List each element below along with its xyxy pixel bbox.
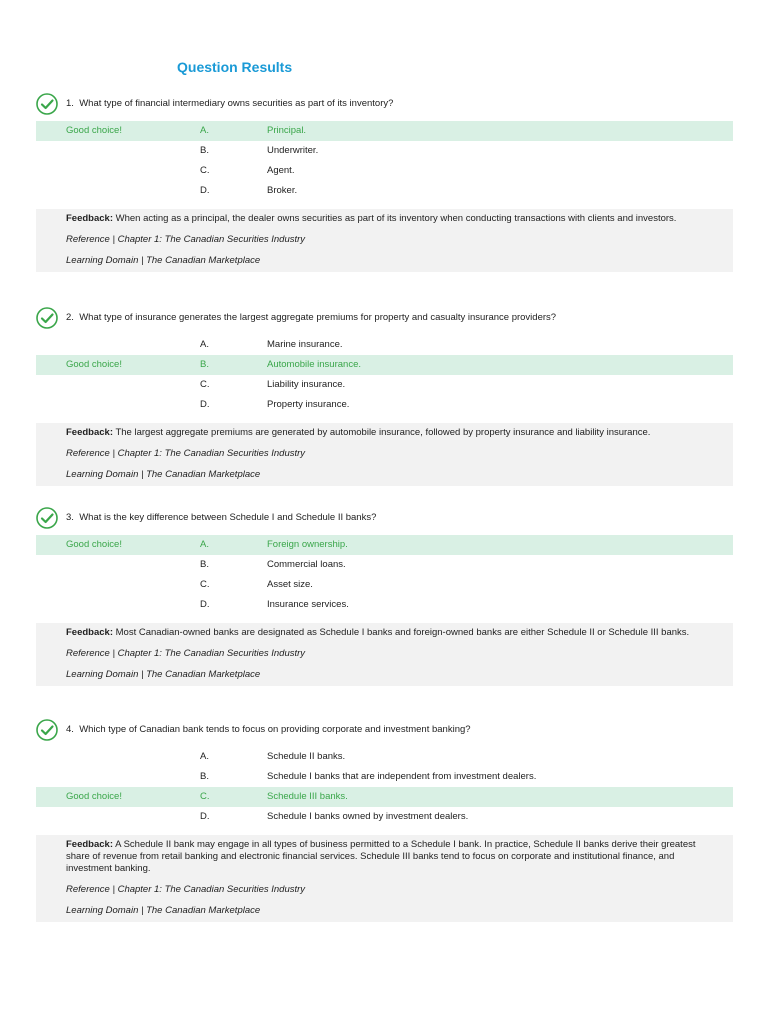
answer-option-c[interactable]: [36, 787, 733, 807]
question-header: [36, 305, 733, 333]
answer-option-a[interactable]: [36, 535, 733, 555]
answer-letter: A.: [200, 539, 209, 550]
answer-option-a[interactable]: [36, 335, 733, 355]
answer-letter: A.: [200, 339, 209, 350]
answer-text: Property insurance.: [267, 399, 350, 410]
answer-option-b[interactable]: [36, 555, 733, 575]
answer-text: Commercial loans.: [267, 559, 346, 570]
answer-option-a[interactable]: [36, 121, 733, 141]
answer-letter: D.: [200, 599, 210, 610]
answer-option-c[interactable]: [36, 575, 733, 595]
question-2: [36, 305, 733, 486]
answer-option-a[interactable]: [36, 747, 733, 767]
learning-domain-text: Learning Domain | The Canadian Marketplace: [66, 469, 261, 480]
good-choice-label: Good choice!: [66, 359, 122, 370]
learning-domain-text: Learning Domain | The Canadian Marketplace: [66, 669, 261, 680]
answer-text: Liability insurance.: [267, 379, 346, 390]
answer-letter: C.: [200, 165, 210, 176]
answer-text: Schedule III banks.: [267, 791, 348, 802]
answer-text: Schedule I banks that are independent from investment dealers.: [267, 771, 537, 782]
answer-letter: C.: [200, 579, 210, 590]
good-choice-label: Good choice!: [66, 791, 122, 802]
question-text: 4. Which type of Canadian bank tends to focus on providing corporate and investment banking?: [66, 724, 471, 735]
feedback-box: [36, 423, 733, 486]
answer-text: Automobile insurance.: [267, 359, 361, 370]
answer-list: [36, 335, 733, 415]
answer-option-b[interactable]: [36, 355, 733, 375]
answer-letter: B.: [200, 145, 209, 156]
question-header: [36, 717, 733, 745]
answer-text: Principal.: [267, 125, 307, 136]
answer-option-d[interactable]: [36, 595, 733, 615]
check-circle-icon: [36, 93, 58, 115]
feedback-text: Feedback: A Schedule II bank may engage in all types of business permitted to a Schedule I bank. In practice, Schedule II banks derive their greatest share of revenue from retail banking and electronic financial services. Schedule III banks tend to focus on corporate and institutional finance, and investment banking.: [66, 839, 696, 874]
answer-letter: D.: [200, 399, 210, 410]
answer-letter: B.: [200, 771, 209, 782]
question-text: 1. What type of financial intermediary owns securities as part of its inventory?: [66, 98, 394, 109]
good-choice-label: Good choice!: [66, 539, 122, 550]
answer-option-b[interactable]: [36, 767, 733, 787]
question-header: [36, 91, 733, 119]
learning-domain-text: Learning Domain | The Canadian Marketplace: [66, 255, 261, 266]
answer-letter: B.: [200, 559, 209, 570]
check-circle-icon: [36, 307, 58, 329]
reference-text: Reference | Chapter 1: The Canadian Securities Industry: [66, 884, 306, 895]
answer-letter: C.: [200, 791, 210, 802]
answer-letter: B.: [200, 359, 209, 370]
question-text: 3. What is the key difference between Schedule I and Schedule II banks?: [66, 512, 377, 523]
good-choice-label: Good choice!: [66, 125, 122, 136]
check-circle-icon: [36, 507, 58, 529]
answer-list: [36, 747, 733, 827]
check-circle-icon: [36, 719, 58, 741]
answer-letter: C.: [200, 379, 210, 390]
feedback-text: Feedback: Most Canadian-owned banks are designated as Schedule I banks and foreign-owned banks are either Schedule II or Schedule III banks.: [66, 627, 690, 638]
answer-text: Agent.: [267, 165, 295, 176]
question-text: 2. What type of insurance generates the largest aggregate premiums for property and casualty insurance providers?: [66, 312, 557, 323]
answer-letter: A.: [200, 751, 209, 762]
answer-text: Broker.: [267, 185, 298, 196]
answer-option-c[interactable]: [36, 375, 733, 395]
question-1: [36, 91, 733, 272]
answer-text: Marine insurance.: [267, 339, 343, 350]
reference-text: Reference | Chapter 1: The Canadian Securities Industry: [66, 234, 306, 245]
feedback-box: [36, 835, 733, 922]
reference-text: Reference | Chapter 1: The Canadian Securities Industry: [66, 648, 306, 659]
answer-text: Foreign ownership.: [267, 539, 348, 550]
answer-letter: D.: [200, 811, 210, 822]
question-4: [36, 717, 733, 922]
answer-text: Schedule II banks.: [267, 751, 346, 762]
answer-text: Asset size.: [267, 579, 313, 590]
answer-option-d[interactable]: [36, 181, 733, 201]
answer-text: Schedule I banks owned by investment dealers.: [267, 811, 469, 822]
answer-option-c[interactable]: [36, 161, 733, 181]
feedback-box: [36, 209, 733, 272]
page-title: Question Results: [177, 59, 293, 75]
question-3: [36, 505, 733, 686]
answer-option-d[interactable]: [36, 395, 733, 415]
feedback-box: [36, 623, 733, 686]
answer-letter: D.: [200, 185, 210, 196]
feedback-text: Feedback: When acting as a principal, the dealer owns securities as part of its inventory when conducting transactions with clients and investors.: [66, 213, 677, 224]
feedback-text: Feedback: The largest aggregate premiums are generated by automobile insurance, followed by property insurance and liability insurance.: [66, 427, 651, 438]
answer-option-b[interactable]: [36, 141, 733, 161]
question-header: [36, 505, 733, 533]
answer-text: Insurance services.: [267, 599, 349, 610]
answer-option-d[interactable]: [36, 807, 733, 827]
reference-text: Reference | Chapter 1: The Canadian Securities Industry: [66, 448, 306, 459]
answer-list: [36, 121, 733, 201]
learning-domain-text: Learning Domain | The Canadian Marketplace: [66, 905, 261, 916]
answer-text: Underwriter.: [267, 145, 319, 156]
answer-letter: A.: [200, 125, 209, 136]
answer-list: [36, 535, 733, 615]
